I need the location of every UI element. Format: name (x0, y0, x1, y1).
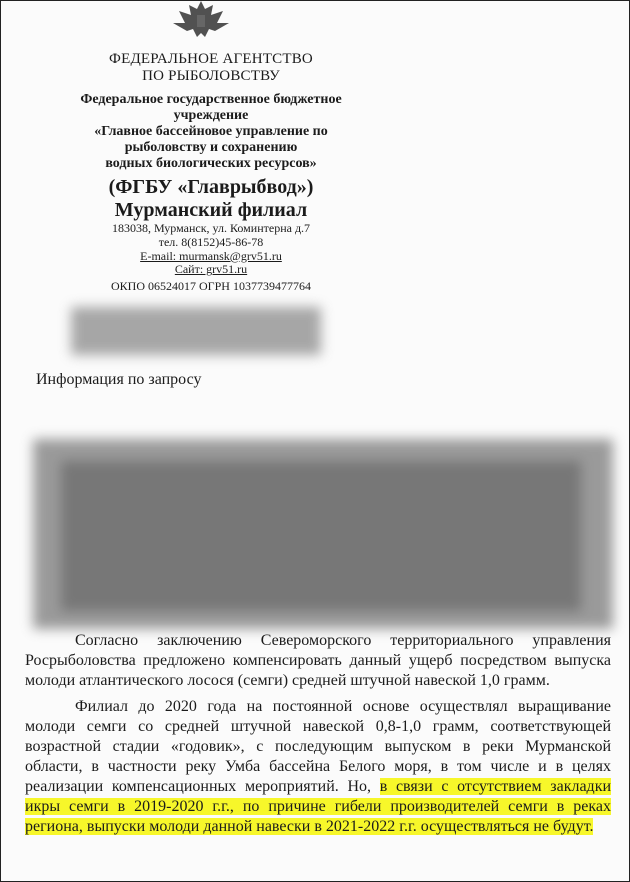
agency-line: ФЕДЕРАЛЬНОЕ АГЕНТСТВО (109, 51, 313, 67)
okpo-ogrn: ОКПО 06524017 ОГРН 1037739477764 (111, 279, 311, 294)
info-title: Информация по запросу (36, 371, 202, 388)
agency-line: ПО РЫБОЛОВСТВУ (142, 68, 280, 85)
institution-line: рыболовству и сохранению (124, 139, 298, 155)
branch-name: Мурманский филиал (114, 198, 308, 221)
coat-of-arms-icon (169, 1, 233, 39)
highlighted-text: в связи с отсутствием закладки икры семги в 2019-2020 г.г., по причине гибели производителей семги в реках региона, выпуски молоди данной навески в 2021-2022 г.г. осуществляться не будут. (25, 778, 612, 835)
redacted-block (71, 307, 321, 355)
paragraph-plain-text: Филиал до 2020 года на постоянной основе осуществлял выращивание молоди семги со средней штучной навеской 0,8-1,0 грамм, соответствующей возрастной стадии «годовик», с последующим выпуском в реки Мурманской области, в частности реку Умба бассейна Белого моря, в том числе и в целях реализации компенсационных мероприятий. Но, (25, 698, 611, 795)
paragraph-compensation: Согласно заключению Североморского территориального управления Росрыболовства предложено компенсировать данный ущерб посредством выпуска молоди атлантического лосося (семги) средней штучной навеской 1,0 грамм. (25, 632, 611, 689)
institution-line: Федеральное государственное бюджетное (80, 91, 342, 107)
phone: тел. 8(8152)45-86-78 (158, 234, 264, 249)
email-link[interactable]: E-mail: murmansk@grv51.ru (140, 248, 282, 263)
institution-line: водных биологических ресурсов» (105, 155, 317, 171)
paragraph-branch (25, 697, 611, 837)
institution-line: «Главное бассейновое управление по (94, 123, 328, 139)
letterhead (51, 51, 371, 294)
address: 183038, Мурманск, ул. Коминтерна д.7 (111, 220, 311, 235)
body-text (25, 631, 611, 843)
redacted-paragraph (61, 461, 581, 611)
short-name: (ФГБУ «Главрыбвод») (108, 175, 314, 198)
institution-line: учреждение (173, 107, 249, 123)
site-link[interactable]: Сайт: grv51.ru (174, 262, 248, 277)
